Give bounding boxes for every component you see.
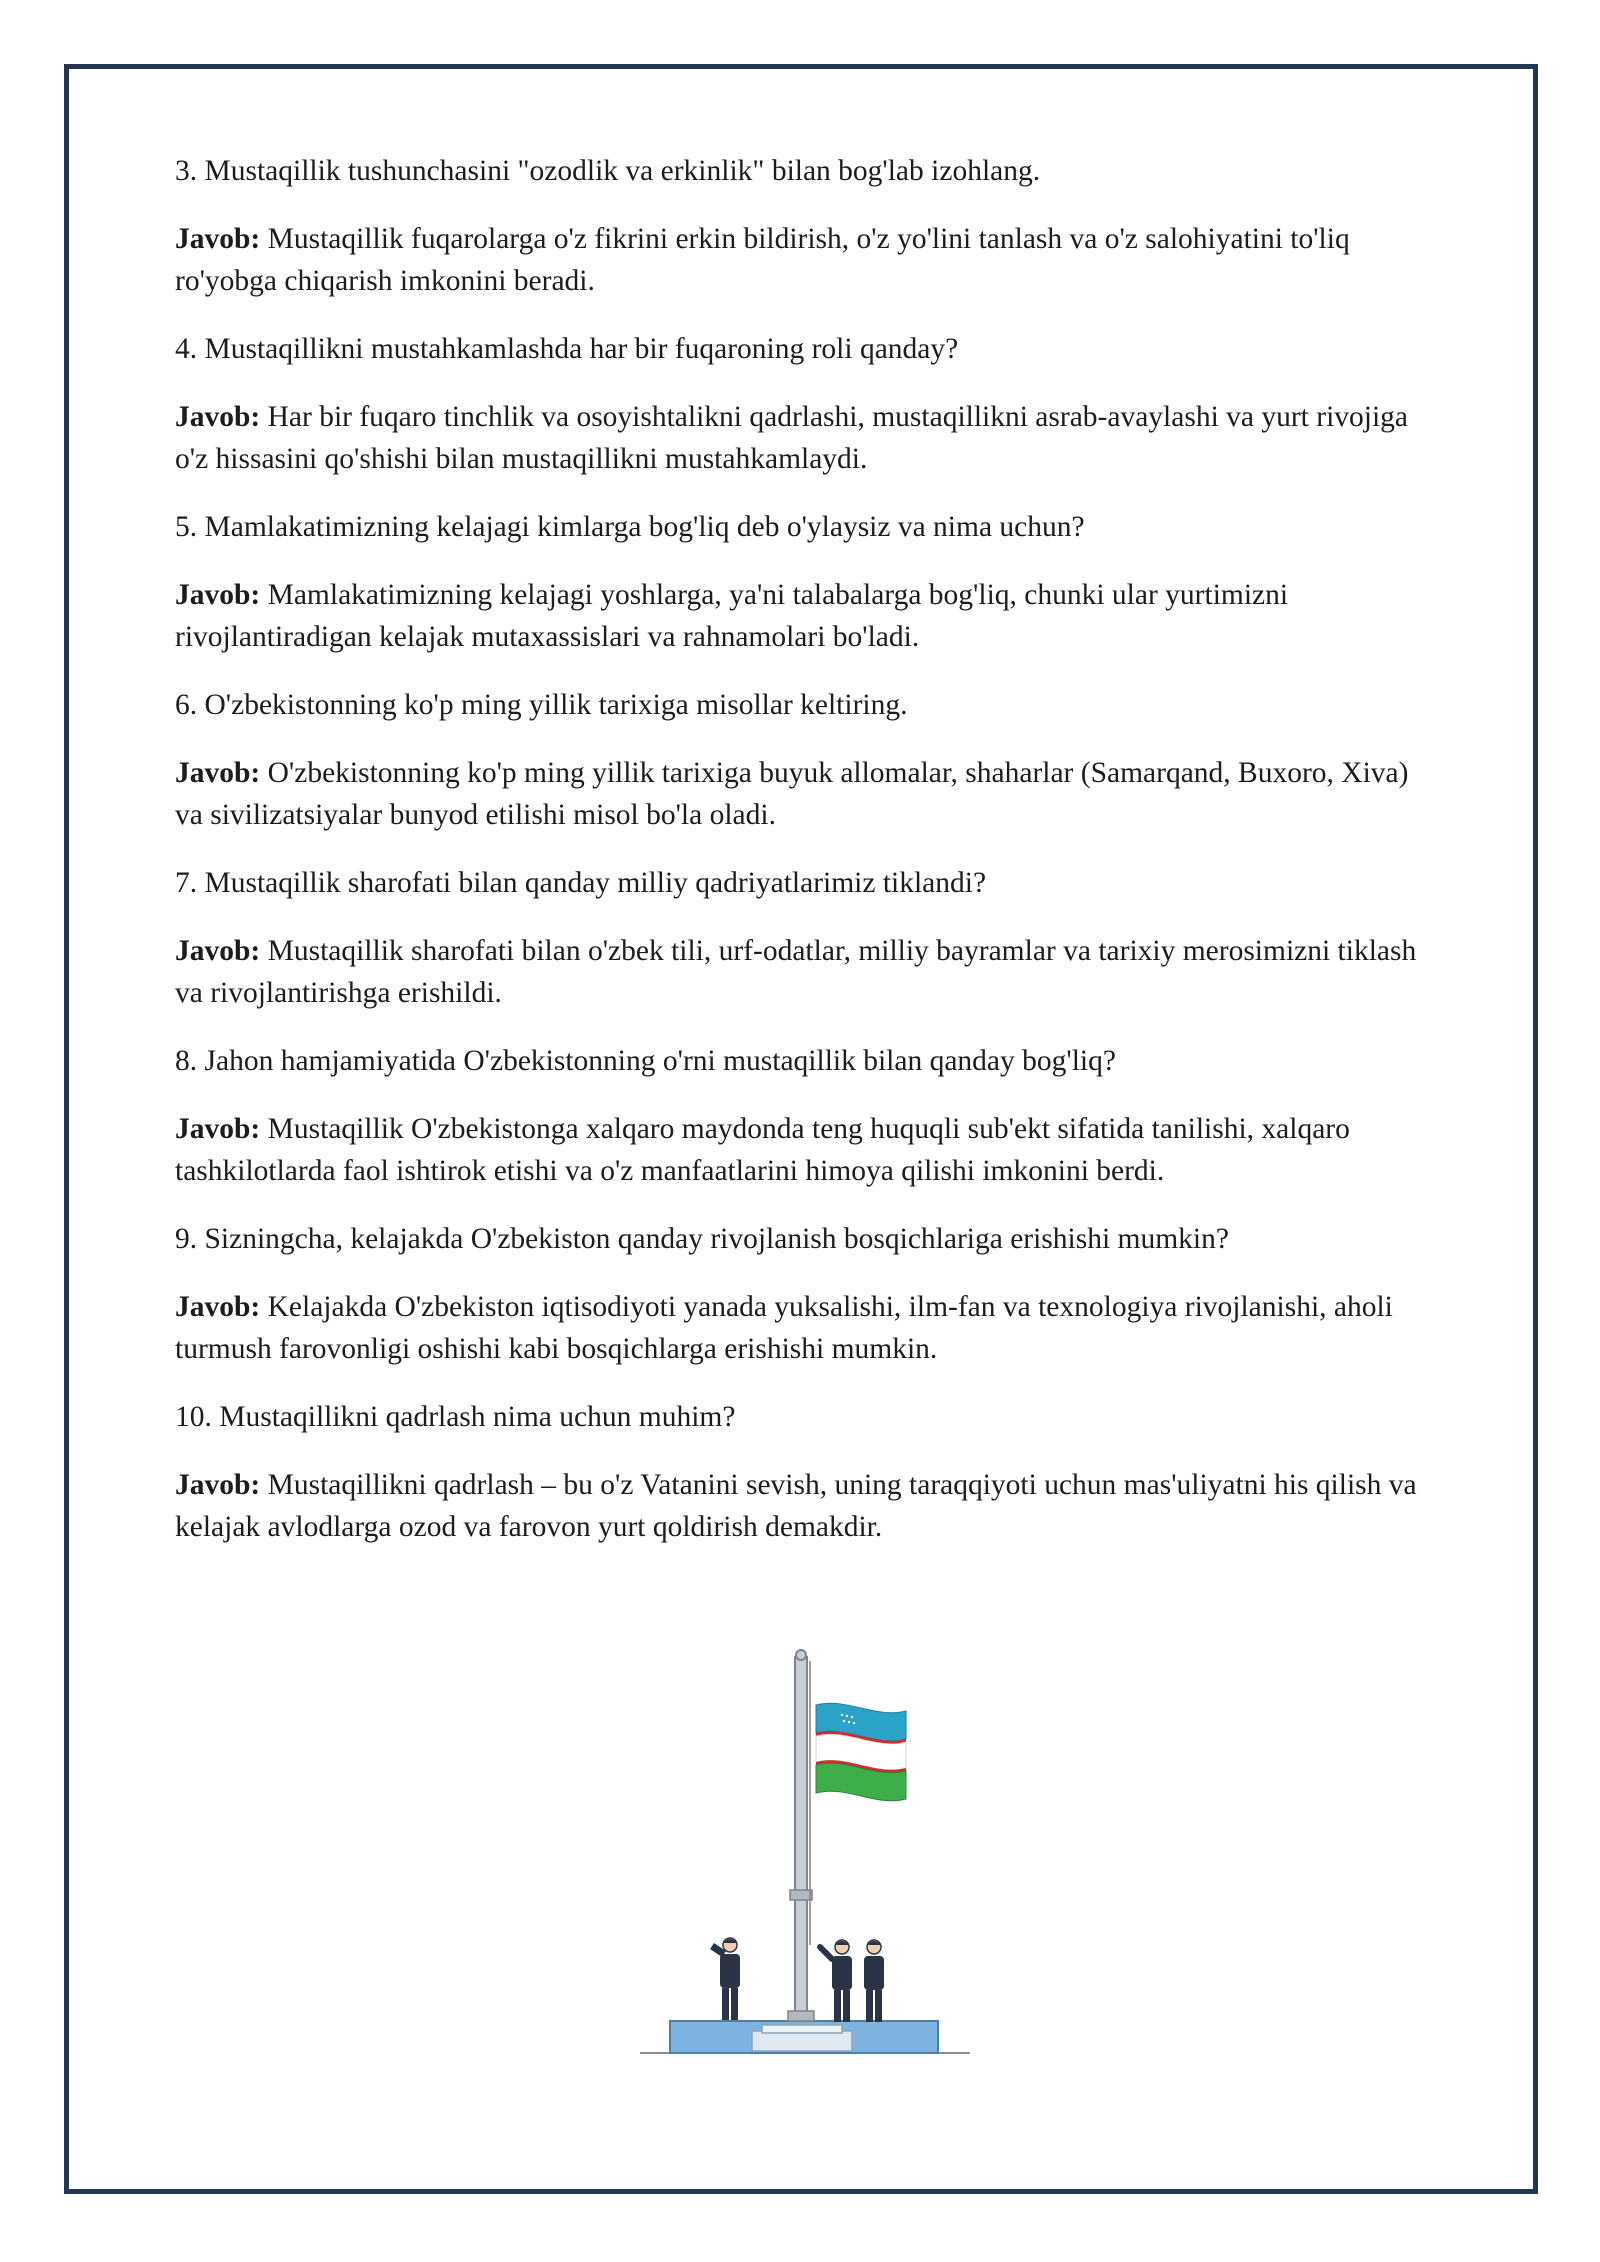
answer-text: Mustaqillik sharofati bilan o'zbek tili, urf-odatlar, milliy bayramlar va tarixiy merosimizni tiklash va rivojlantirishga erishildi.: [175, 935, 1417, 1009]
answer-text: O'zbekistonning ko'p ming yillik tarixiga buyuk allomalar, shaharlar (Samarqand, Buxoro, Xiva) va sivilizatsiyalar bunyod etilishi misol bo'la oladi.: [175, 757, 1409, 831]
question-5: 5. Mamlakatimizning kelajagi kimlarga bog'liq deb o'ylaysiz va nima uchun?: [175, 511, 1085, 543]
answer-text: Mustaqillik fuqarolarga o'z fikrini erkin bildirish, o'z yo'lini tanlash va o'z salohiyatini to'liq ro'yobga chiqarish imkonini beradi.: [175, 223, 1350, 297]
answer-label: Javob:: [175, 1469, 261, 1501]
flag-pole: [795, 1657, 807, 2021]
qa-list: [175, 150, 1435, 1574]
answer-5: [175, 574, 1435, 658]
question-9: 9. Sizningcha, kelajakda O'zbekiston qanday rivojlanish bosqichlariga erishishi mumkin?: [175, 1223, 1229, 1255]
answer-label: Javob:: [175, 757, 261, 789]
answer-9: [175, 1286, 1435, 1370]
question-10: 10. Mustaqillikni qadrlash nima uchun muhim?: [175, 1401, 736, 1433]
answer-7: [175, 930, 1435, 1014]
question-8: 8. Jahon hamjamiyatida O'zbekistonning o'rni mustaqillik bilan qanday bog'liq?: [175, 1045, 1116, 1077]
person-standing: [820, 1940, 852, 2022]
answer-4: [175, 396, 1435, 480]
podium-steps: [752, 2031, 852, 2051]
answer-label: Javob:: [175, 935, 261, 967]
answer-8: [175, 1108, 1435, 1192]
answer-3: [175, 218, 1435, 302]
answer-text: Mamlakatimizning kelajagi yoshlarga, ya'ni talabalarga bog'liq, chunki ular yurtimizni rivojlantiradigan kelajak mutaxassislari va rahnamolari bo'ladi.: [175, 579, 1289, 653]
question-4: 4. Mustaqillikni mustahkamlashda har bir fuqaroning roli qanday?: [175, 333, 959, 365]
answer-label: Javob:: [175, 579, 261, 611]
answer-text: Kelajakda O'zbekiston iqtisodiyoti yanada yuksalishi, ilm-fan va texnologiya rivojlanishi, aholi turmush farovonligi oshishi kabi bosqichlarga erishishi mumkin.: [175, 1291, 1393, 1365]
answer-label: Javob:: [175, 223, 261, 255]
answer-10: [175, 1464, 1435, 1548]
question-6: 6. O'zbekistonning ko'p ming yillik tarixiga misollar keltiring.: [175, 689, 908, 721]
answer-text: Har bir fuqaro tinchlik va osoyishtalikni qadrlashi, mustaqillikni asrab-avaylashi va yurt rivojiga o'z hissasini qo'shishi bilan mustaqillikni mustahkamlaydi.: [175, 401, 1409, 475]
answer-label: Javob:: [175, 401, 261, 433]
person-standing: [864, 1940, 884, 2022]
answer-label: Javob:: [175, 1113, 261, 1145]
question-3: 3. Mustaqillik tushunchasini "ozodlik va erkinlik" bilan bog'lab izohlang.: [175, 155, 1041, 187]
uzbekistan-flag: [816, 1703, 906, 1801]
person-saluting: [710, 1938, 740, 2020]
answer-6: [175, 752, 1435, 836]
question-7: 7. Mustaqillik sharofati bilan qanday milliy qadriyatlarimiz tiklandi?: [175, 867, 987, 899]
answer-label: Javob:: [175, 1291, 261, 1323]
answer-text: Mustaqillik O'zbekistonga xalqaro maydonda teng huquqli sub'ekt sifatida tanilishi, xalqaro tashkilotlarda faol ishtirok etishi va o'z manfaatlarini himoya qilishi imkonini berdi.: [175, 1113, 1350, 1187]
flag-ceremony-illustration: [640, 1645, 970, 2065]
answer-text: Mustaqillikni qadrlash – bu o'z Vatanini sevish, uning taraqqiyoti uchun mas'uliyatni his qilish va kelajak avlodlarga ozod va farovon yurt qoldirish demakdir.: [175, 1469, 1417, 1543]
